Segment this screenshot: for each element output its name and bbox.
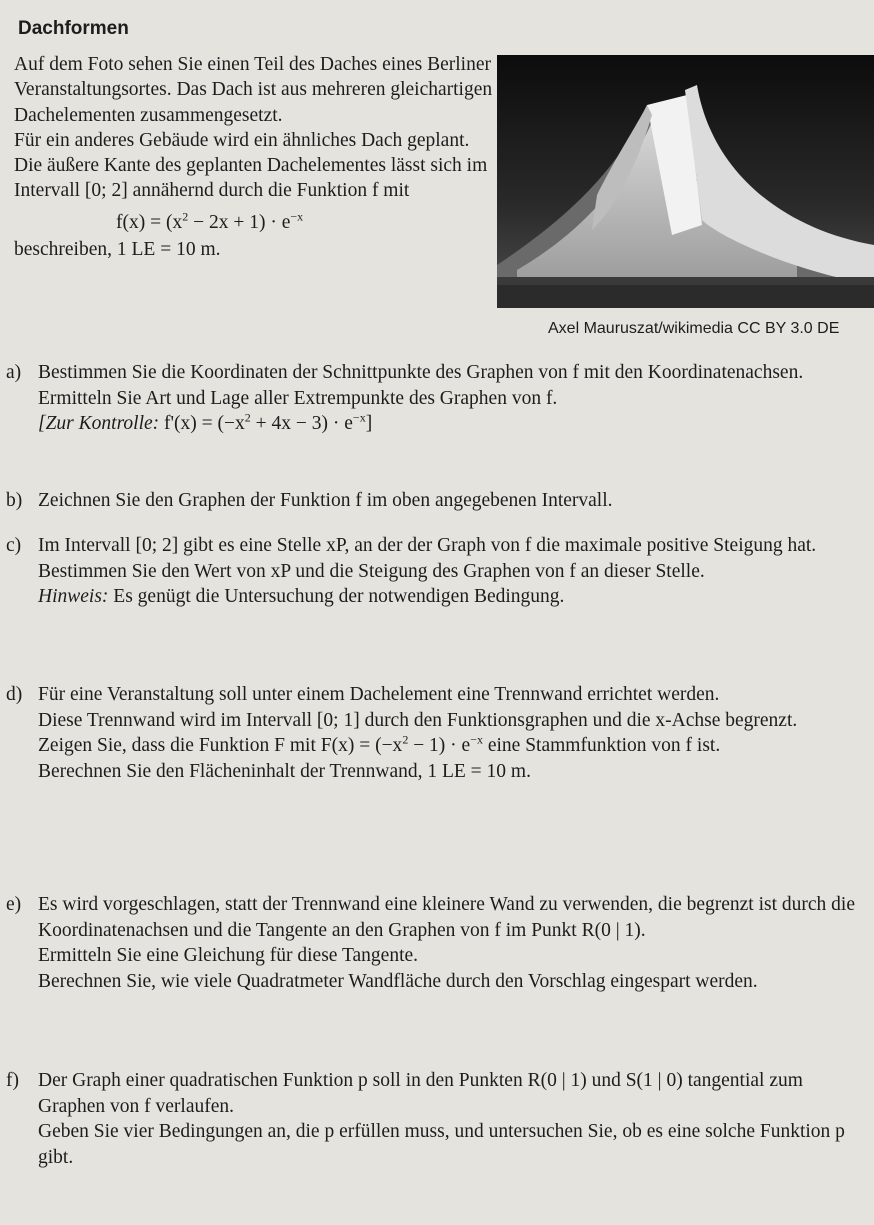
photo-credit: Axel Mauruszat/wikimedia CC BY 3.0 DE (548, 320, 840, 337)
formula-exponent: −x (470, 732, 483, 747)
task-a-line-1: Bestimmen Sie die Koordinaten der Schnittpunkte des Graphen von f mit den Koordinatenachsen. (38, 362, 804, 383)
formula-part: ] (365, 413, 373, 434)
task-f (6, 1068, 866, 1170)
task-c-line-1: Im Intervall [0; 2] gibt es eine Stelle xP, an der der Graph von f die maximale positive Steigung hat. (38, 535, 817, 556)
formula-exponent: −x (290, 209, 304, 224)
formula-part: + 4x − 3) · e (250, 413, 353, 434)
task-d-line-4: Berechnen Sie den Flächeninhalt der Trennwand, 1 LE = 10 m. (38, 760, 531, 782)
task-c (6, 533, 866, 610)
control-label: [Zur Kontrolle: (38, 413, 160, 434)
task-c-hint (38, 584, 866, 610)
task-d-line-2: Diese Trennwand wird im Intervall [0; 1] durch den Funktionsgraphen und die x-Achse begrenzt. (38, 709, 798, 731)
intro-paragraph-1: Auf dem Foto sehen Sie einen Teil des Daches eines Berliner Veranstaltungsortes. Das Dach ist aus mehreren gleichartigen Dachelementen zusammengesetzt. (14, 54, 493, 126)
task-letter: d) (6, 684, 23, 705)
page-title: Dachformen (18, 18, 129, 39)
task-b (6, 488, 866, 514)
task-a-line-2: Ermitteln Sie Art und Lage aller Extrempunkte des Graphen von f. (38, 387, 558, 409)
formula-part: Zeigen Sie, dass die Funktion F mit F(x) = (−x (38, 735, 403, 756)
task-a-control (38, 411, 866, 437)
intro-paragraph-3: beschreiben, 1 LE = 10 m. (14, 239, 221, 261)
task-letter: f) (6, 1070, 19, 1091)
task-letter: c) (6, 535, 22, 556)
hint-text: Es genügt die Untersuchung der notwendigen Bedingung. (108, 586, 565, 607)
task-e-line-3: Berechnen Sie, wie viele Quadratmeter Wandfläche durch den Vorschlag eingespart werden. (38, 970, 758, 992)
task-f-line-1: Der Graph einer quadratischen Funktion p soll in den Punkten R(0 | 1) und S(1 | 0) tangential zum Graphen von f verlaufen. (38, 1070, 803, 1117)
task-letter: a) (6, 362, 22, 383)
task-letter: e) (6, 894, 22, 915)
formula-exponent: 2 (402, 732, 409, 747)
formula-part: f(x) = (x (116, 211, 183, 233)
task-f-line-2: Geben Sie vier Bedingungen an, die p erfüllen muss, und untersuchen Sie, ob es eine solche Funktion p gibt. (38, 1121, 845, 1168)
formula-part: f'(x) = (−x (159, 413, 245, 434)
task-e-line-2: Ermitteln Sie eine Gleichung für diese Tangente. (38, 945, 419, 966)
hint-label: Hinweis: (38, 586, 109, 607)
formula-part: − 2x + 1) · e (188, 211, 291, 233)
task-d-line-3 (38, 733, 866, 759)
formula-exponent: 2 (182, 209, 189, 224)
task-e (6, 892, 866, 994)
task-d (6, 682, 866, 784)
task-e-line-1: Es wird vorgeschlagen, statt der Trennwand eine kleinere Wand zu verwenden, die begrenzt ist durch die Koordinatenachsen und die Tangente an den Graphen von f im Punkt R(0 | 1). (38, 894, 856, 941)
task-letter: b) (6, 490, 23, 511)
formula-part: eine Stammfunktion von f ist. (482, 735, 721, 756)
function-formula (14, 210, 496, 235)
task-a (6, 360, 866, 437)
formula-part: − 1) · e (408, 735, 471, 756)
intro-paragraph-2: Für ein anderes Gebäude wird ein ähnliches Dach geplant. Die äußere Kante des geplanten Dachelementes lässt sich im Intervall [0; 2] annähernd durch die Funktion f mit (14, 129, 488, 202)
formula-exponent: −x (352, 410, 366, 425)
task-b-line-1: Zeichnen Sie den Graphen der Funktion f im oben angegebenen Intervall. (38, 490, 613, 511)
task-d-line-1: Für eine Veranstaltung soll unter einem Dachelement eine Trennwand errichtet werden. (38, 684, 720, 705)
roof-photo (497, 55, 874, 308)
intro-text (14, 52, 496, 262)
task-c-line-2: Bestimmen Sie den Wert von xP und die Steigung des Graphen von f an dieser Stelle. (38, 560, 705, 582)
formula-exponent: 2 (244, 410, 251, 425)
